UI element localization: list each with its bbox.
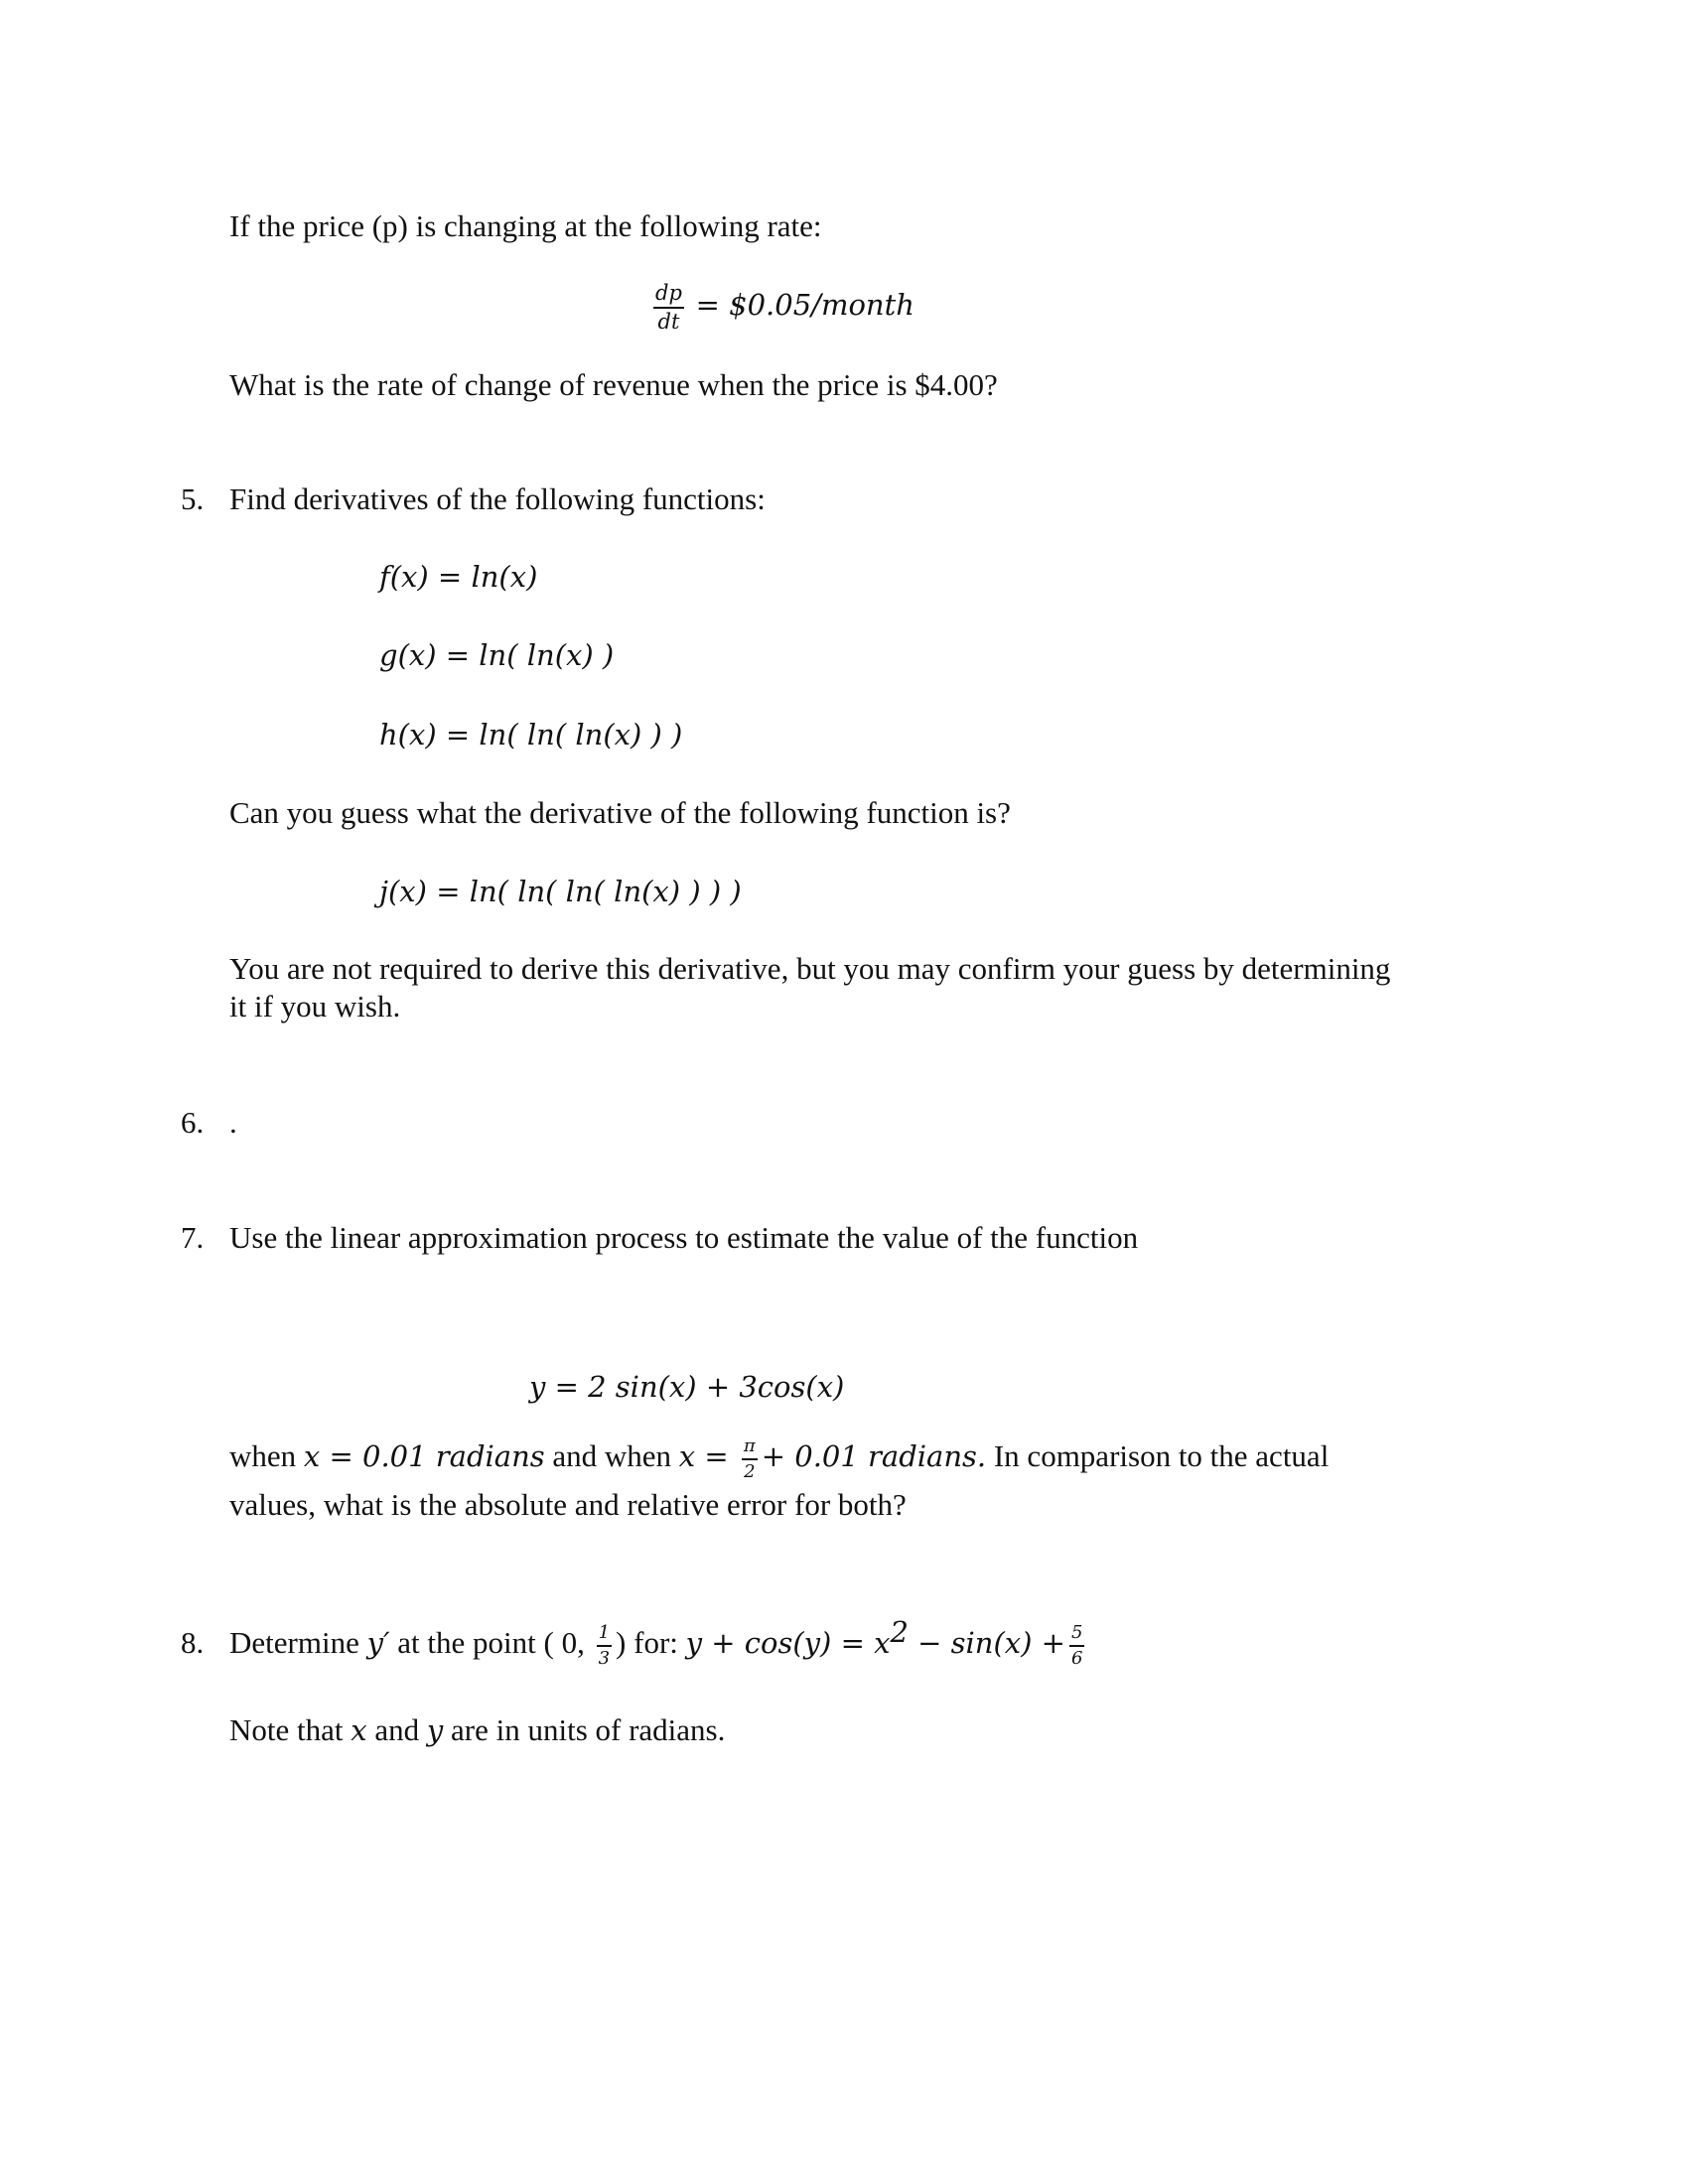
q7-number: 7. bbox=[181, 1220, 205, 1255]
q5-note-line2: it if you wish. bbox=[229, 989, 401, 1024]
q6-text: . bbox=[229, 1105, 237, 1140]
q5-j-function: j(x) = ln( ln( ln( ln(x) ) ) ) bbox=[379, 875, 742, 908]
q8-number: 8. bbox=[181, 1625, 205, 1660]
q5-note-line1: You are not required to derive this derivative, but you may confirm your guess by determining bbox=[229, 951, 1391, 986]
q8-square: 2 bbox=[890, 1614, 909, 1649]
q7-and-when: and when bbox=[544, 1438, 679, 1474]
q8-var-x: x bbox=[351, 1713, 367, 1747]
q8-eq-left: y + cos(y) = x bbox=[685, 1626, 891, 1661]
q7-line1 bbox=[229, 1437, 1329, 1481]
q8-at-point: at the point ( 0, bbox=[389, 1625, 593, 1661]
q8-point-fraction: $\frac{1}{3}$ bbox=[598, 1622, 611, 1669]
q7-line2: values, what is the absolute and relative error for both? bbox=[229, 1487, 907, 1522]
q8-constant-fraction: $\frac{5}{6}$ bbox=[1070, 1622, 1083, 1669]
price-rate-text: If the price (p) is changing at the following rate: bbox=[229, 208, 822, 243]
rate-fraction: $\frac{dp}{dt}$ bbox=[655, 281, 682, 334]
q7-x-eq-a: x = 0.01 radians bbox=[303, 1439, 545, 1474]
q8-line bbox=[229, 1614, 1088, 1669]
rate-rhs: = $0.05/month bbox=[695, 288, 914, 323]
q7-prompt: Use the linear approximation process to estimate the value of the function bbox=[229, 1220, 1139, 1255]
q8-yprime: y′ bbox=[366, 1626, 390, 1661]
q7-equation: y = 2 sin(x) + 3cos(x) bbox=[529, 1370, 845, 1404]
q8-eq-mid: − sin(x) + bbox=[908, 1626, 1065, 1661]
q7-pi-fraction: $\frac{\pi}{2}$ bbox=[743, 1435, 756, 1482]
q8-note: Note that x and y are in units of radians. bbox=[229, 1712, 726, 1747]
q5-prompt: Find derivatives of the following functions: bbox=[229, 481, 766, 516]
q6-number: 6. bbox=[181, 1105, 205, 1140]
q5-guess-prompt: Can you guess what the derivative of the following function is? bbox=[229, 795, 1011, 830]
q8-determine: Determine bbox=[229, 1625, 367, 1661]
q7-x-rest: + 0.01 radians. bbox=[761, 1439, 987, 1474]
q7-when: when bbox=[229, 1438, 304, 1474]
q7-x-eq: x = bbox=[678, 1439, 738, 1474]
q5-f-function: f(x) = ln(x) bbox=[379, 560, 538, 594]
q7-comparison: In comparison to the actual bbox=[986, 1438, 1330, 1474]
revenue-question: What is the rate of change of revenue when the price is $4.00? bbox=[229, 367, 998, 402]
q8-var-y: y bbox=[426, 1713, 444, 1747]
q5-number: 5. bbox=[181, 481, 205, 516]
q5-g-function: g(x) = ln( ln(x) ) bbox=[379, 638, 615, 672]
q8-for: ) for: bbox=[616, 1625, 686, 1661]
q5-h-function: h(x) = ln( ln( ln(x) ) ) bbox=[379, 718, 683, 751]
rate-equation bbox=[649, 283, 914, 333]
